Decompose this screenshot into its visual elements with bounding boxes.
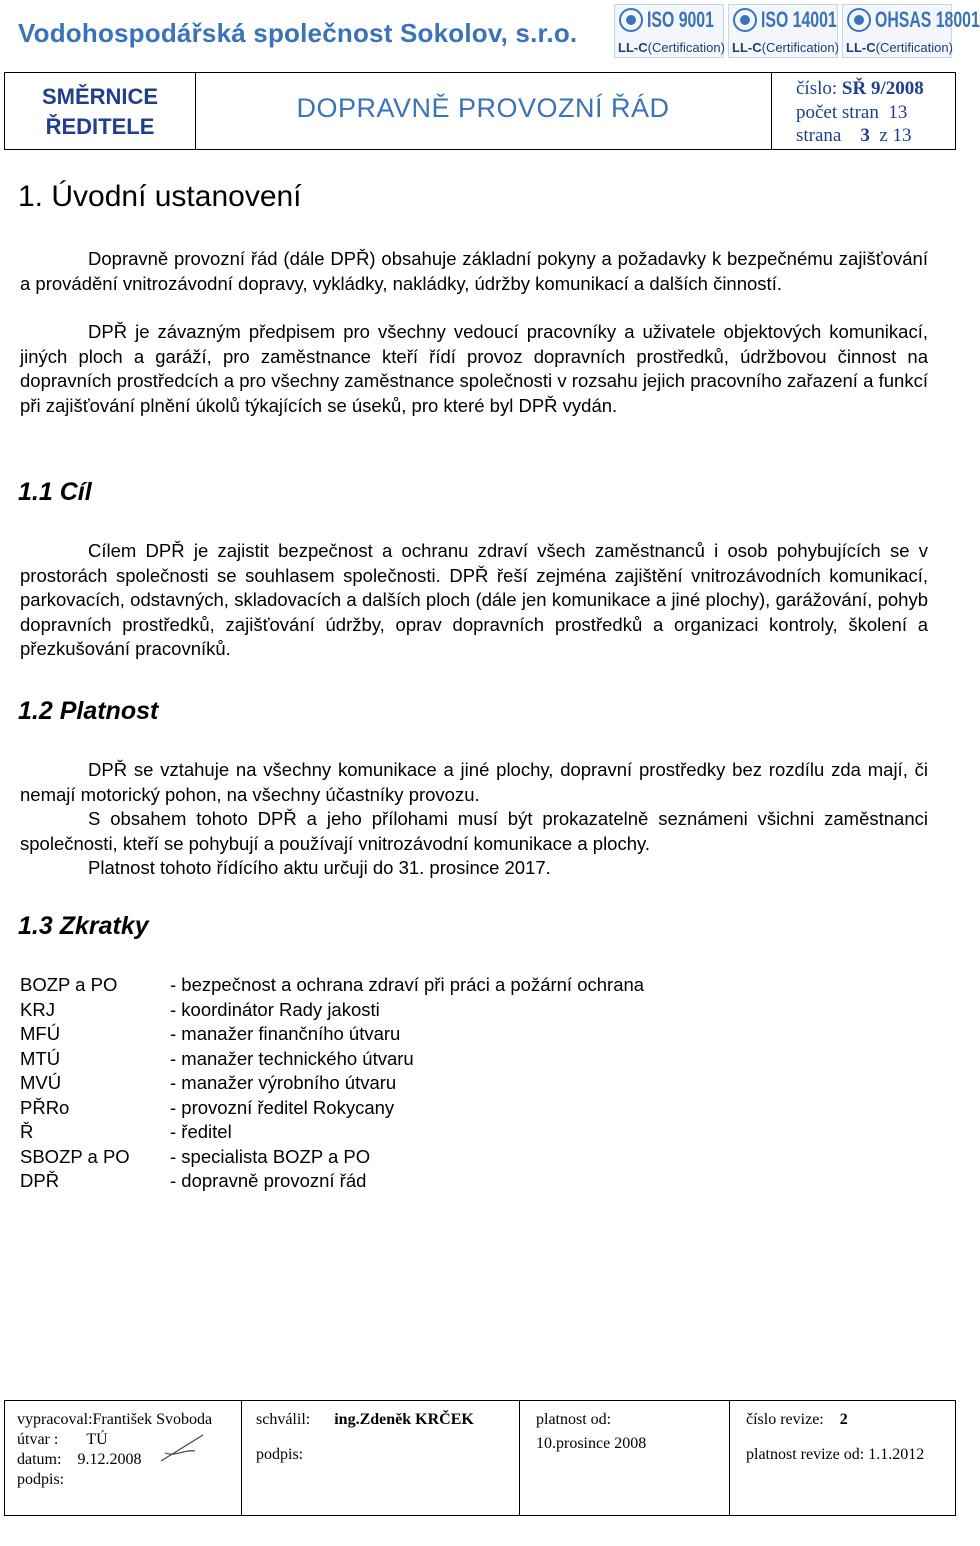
paragraph: S obsahem tohoto DPŘ a jeho přílohami musí být prokazatelně seznámeni všichni zaměstnanci společnosti, kteří se pohybují a používají vnitrozávodní komunikace a plochy. <box>20 808 928 854</box>
section-heading: 1. Úvodní ustanovení <box>18 180 302 213</box>
certificate-badge <box>728 4 838 58</box>
abbreviation-value: - ředitel <box>170 1121 232 1142</box>
paragraph: DPŘ se vztahuje na všechny komunikace a jiné plochy, dopravní prostředky bez rozdílu zda mají, či nemají motorický pohon, na všechny účastníky provozu. <box>20 759 928 805</box>
footer-revision-cell <box>729 1401 956 1515</box>
certificate-badge <box>842 4 980 58</box>
top-banner <box>0 0 980 70</box>
abbreviation-row <box>20 998 820 1023</box>
certification-logo-icon <box>619 8 643 32</box>
document-type-line2: ŘEDITELE <box>45 114 155 139</box>
revision-valid-from: platnost revize od: 1.1.2012 <box>746 1446 925 1463</box>
paragraph: Cílem DPŘ je zajistit bezpečnost a ochranu zdraví všech zaměstnanců i osob pohybujících se v prostorách společnosti se souhlasem společnosti. DPŘ řeší zejména zajištění vnitrozávodních komunikací, parkovacích, odstavných, skladovacích a dalších ploch (dále jen komunikace a jiné plochy), garážování, pohyb dopravních prostředků, zajišťování údržby, oprav dopravních prostředků a organizaci kontroly, školení a přezkušování pracovníků. <box>20 540 928 659</box>
subsection-heading: 1.3 Zkratky <box>18 912 149 940</box>
handwritten-signature <box>155 1431 215 1467</box>
abbreviation-value: - dopravně provozní řád <box>170 1170 367 1191</box>
abbreviation-value: - manažer výrobního útvaru <box>170 1072 397 1093</box>
certification-logos <box>614 4 980 58</box>
valid-from-label: platnost od: <box>536 1411 612 1428</box>
subsection-heading: 1.2 Platnost <box>18 697 159 725</box>
certificate-org: LL-C(Certification) <box>732 40 839 55</box>
valid-from-date: 10.prosince 2008 <box>536 1435 647 1452</box>
approved-signature-label: podpis: <box>256 1446 304 1463</box>
abbreviation-list <box>20 973 820 1194</box>
header-type-cell <box>5 73 196 149</box>
page-count: počet stran 13 <box>796 102 908 123</box>
prepared-signature-label: podpis: <box>17 1471 65 1488</box>
certificate-org: LL-C(Certification) <box>846 40 953 55</box>
certification-logo-icon <box>847 8 871 32</box>
document-type-line1: SMĚRNICE <box>41 84 159 109</box>
abbreviation-value: - manažer technického útvaru <box>170 1047 414 1069</box>
abbreviation-row <box>20 1120 820 1145</box>
paragraph: DPŘ je závazným předpisem pro všechny vedoucí pracovníky a uživatele objektových komunikací, jiných ploch a garáží, pro zaměstnance kteří řídí provoz dopravních prostředků, údržbovou činnost na dopravních prostředcích a pro všechny zaměstnance společnosti v rozsahu jejich pracovního zařazení a funkcí při zajišťování plnění úkolů týkajících se úseků, pro které byl DPŘ vydán. <box>20 321 928 416</box>
page-number: strana 3 z 13 <box>796 125 912 146</box>
abbreviation-row <box>20 1169 820 1194</box>
abbreviation-row <box>20 1047 820 1072</box>
abbreviation-key: PŘRo <box>20 1096 70 1118</box>
unit: útvar : TÚ <box>17 1431 108 1448</box>
abbreviation-key: DPŘ <box>20 1170 60 1191</box>
header-meta-cell <box>771 73 956 149</box>
certificate-org: LL-C(Certification) <box>618 40 725 55</box>
document-number: číslo: SŘ 9/2008 <box>796 78 924 99</box>
footer-validity-cell <box>519 1401 730 1515</box>
abbreviation-value: - koordinátor Rady jakosti <box>170 998 380 1020</box>
document-header <box>4 72 956 150</box>
footer-approved-cell <box>241 1401 520 1515</box>
abbreviation-key: MTÚ <box>20 1047 61 1069</box>
abbreviation-row <box>20 1096 820 1121</box>
certification-logo-icon <box>733 8 757 32</box>
certificate-standard: ISO 9001 <box>647 7 714 32</box>
certificate-badge <box>614 4 724 58</box>
prepared-date: datum: 9.12.2008 <box>17 1451 142 1468</box>
document-title: DOPRAVNĚ PROVOZNÍ ŘÁD <box>296 93 670 123</box>
document-footer <box>4 1400 956 1516</box>
abbreviation-value: - manažer finančního útvaru <box>170 1023 401 1044</box>
abbreviation-key: BOZP a PO <box>20 974 118 995</box>
revision-number: číslo revize: 2 <box>746 1411 848 1428</box>
abbreviation-value: - bezpečnost a ochrana zdraví při práci a požární ochrana <box>170 974 645 995</box>
abbreviation-row <box>20 1071 820 1096</box>
paragraph: Platnost tohoto řídícího aktu určuji do 31. prosince 2017. <box>88 857 551 878</box>
prepared-by: vypracoval:František Svoboda <box>17 1411 213 1428</box>
abbreviation-key: Ř <box>20 1121 34 1142</box>
abbreviation-row <box>20 1145 820 1170</box>
company-name: Vodohospodářská společnost Sokolov, s.r.o. <box>18 18 578 48</box>
certificate-standard: OHSAS 18001 <box>875 7 980 32</box>
abbreviation-key: MFÚ <box>20 1023 61 1044</box>
abbreviation-row <box>20 1022 820 1047</box>
abbreviation-value: - provozní ředitel Rokycany <box>170 1096 395 1118</box>
certificate-standard: ISO 14001 <box>761 7 837 32</box>
abbreviation-key: KRJ <box>20 998 55 1020</box>
abbreviation-key: MVÚ <box>20 1072 62 1093</box>
paragraph: Dopravně provozní řád (dále DPŘ) obsahuje základní pokyny a požadavky k bezpečnému zajišťování a provádění vnitrozávodní dopravy, vykládky, nakládky, údržby komunikací a dalších činností. <box>20 248 928 294</box>
approved-by: schválil: ing.Zdeněk KRČEK <box>256 1411 474 1428</box>
abbreviation-key: SBOZP a PO <box>20 1145 130 1167</box>
abbreviation-value: - specialista BOZP a PO <box>170 1145 371 1167</box>
subsection-heading: 1.1 Cíl <box>18 478 92 506</box>
footer-prepared-cell <box>5 1401 241 1515</box>
abbreviation-row <box>20 973 820 998</box>
